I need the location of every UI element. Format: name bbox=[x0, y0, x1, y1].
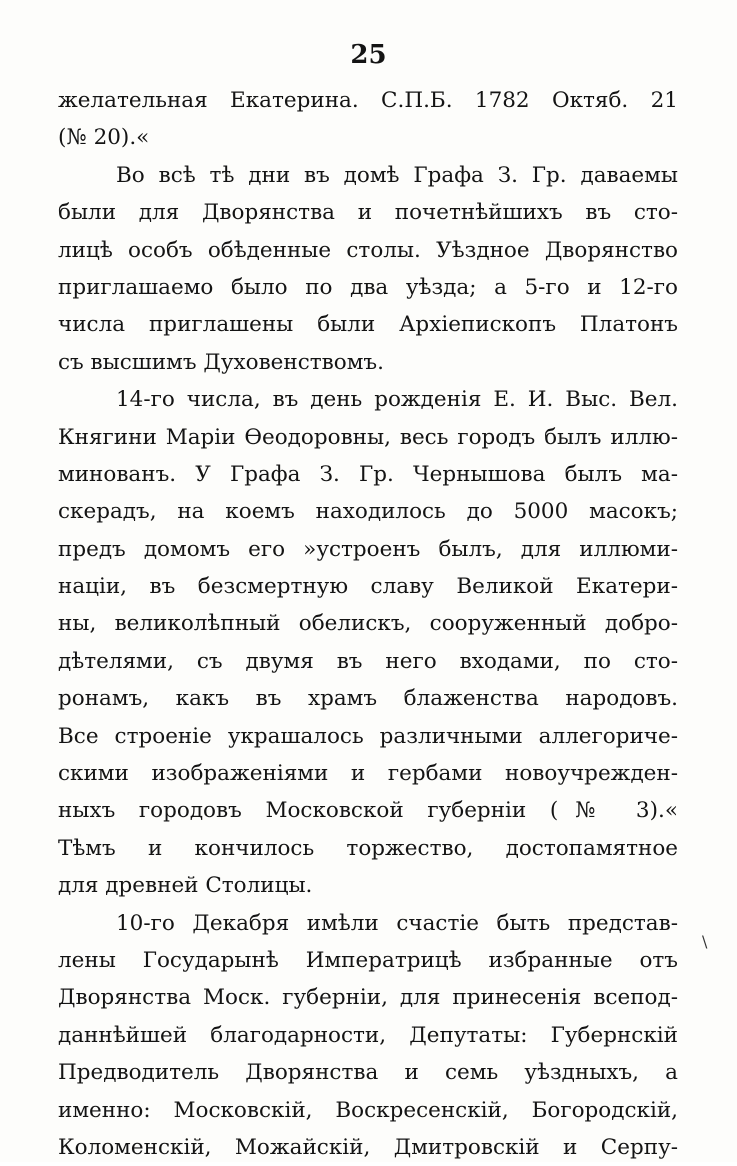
text-line: 14-го числа, въ день рожденія Е. И. Выс. Вел. bbox=[116, 387, 678, 413]
text-line: желательная Екатерина. С.П.Б. 1782 Октяб. 21 bbox=[58, 88, 678, 113]
text-line: дѣтелями, съ двумя въ него входами, по сто- bbox=[58, 648, 678, 674]
text-line: Княгини Маріи Ѳеодоровны, весь городъ былъ иллю- bbox=[58, 424, 678, 450]
text-line: Все строеніе украшалось различными аллегориче- bbox=[58, 723, 678, 749]
text-line: Коломенскій, Можайскій, Дмитровскій и Серпу- bbox=[58, 1134, 678, 1160]
text-line: съ высшимъ Духовенствомъ. bbox=[58, 349, 384, 375]
text-line: Во всѣ тѣ дни въ домѣ Графа З. Гр. даваемы bbox=[116, 162, 678, 188]
margin-mark: \ bbox=[702, 932, 708, 951]
text-line: (№ 20).« bbox=[58, 125, 150, 151]
text-line: предъ домомъ его »устроенъ былъ, для иллюми- bbox=[58, 536, 678, 562]
body-text bbox=[58, 82, 678, 1166]
text-line: 10-го Декабря имѣли счастіе быть представ- bbox=[116, 910, 678, 936]
text-line: скими изображеніями и гербами новоучрежден- bbox=[58, 761, 678, 787]
text-line: ронамъ, какъ въ храмъ блаженства народовъ. bbox=[58, 686, 678, 712]
text-line: лены Государынѣ Императрицѣ избранные отъ bbox=[58, 947, 678, 973]
text-line: скерадъ, на коемъ находилось до 5000 масокъ; bbox=[58, 499, 678, 525]
text-line: ны, великолѣпный обелискъ, сооруженный добро- bbox=[58, 611, 678, 637]
text-line: даннѣйшей благодарности, Депутаты: Губернскій bbox=[58, 1022, 678, 1048]
page-number: 25 bbox=[350, 40, 387, 70]
text-line: ныхъ городовъ Московской губерніи (№ 3).« bbox=[58, 798, 678, 824]
text-line: числа приглашены были Архіепископъ Платонъ bbox=[58, 312, 678, 338]
paragraph bbox=[58, 381, 678, 904]
text-line: Предводитель Дворянства и семь уѣздныхъ, а bbox=[58, 1060, 678, 1086]
text-line: Тѣмъ и кончилось торжество, достопамятное bbox=[58, 835, 678, 861]
text-line: для древней Столицы. bbox=[58, 873, 313, 899]
text-line: лицѣ особъ обѣденные столы. Уѣздное Дворянство bbox=[58, 237, 678, 263]
text-line: были для Дворянства и почетнѣйшихъ въ сто- bbox=[58, 200, 678, 226]
paragraph bbox=[58, 82, 678, 157]
text-line: минованъ. У Графа З. Гр. Чернышова былъ ма- bbox=[58, 461, 678, 487]
text-line: приглашаемо было по два уѣзда; а 5-го и 12-го bbox=[58, 274, 678, 300]
text-line: націи, въ безсмертную славу Великой Екатери- bbox=[58, 574, 678, 600]
paragraph bbox=[58, 905, 678, 1166]
paragraph bbox=[58, 157, 678, 381]
text-line: Дворянства Моск. губерніи, для принесенія всепод- bbox=[58, 985, 678, 1011]
text-line: именно: Московскій, Воскресенскій, Богородскій, bbox=[58, 1097, 678, 1123]
